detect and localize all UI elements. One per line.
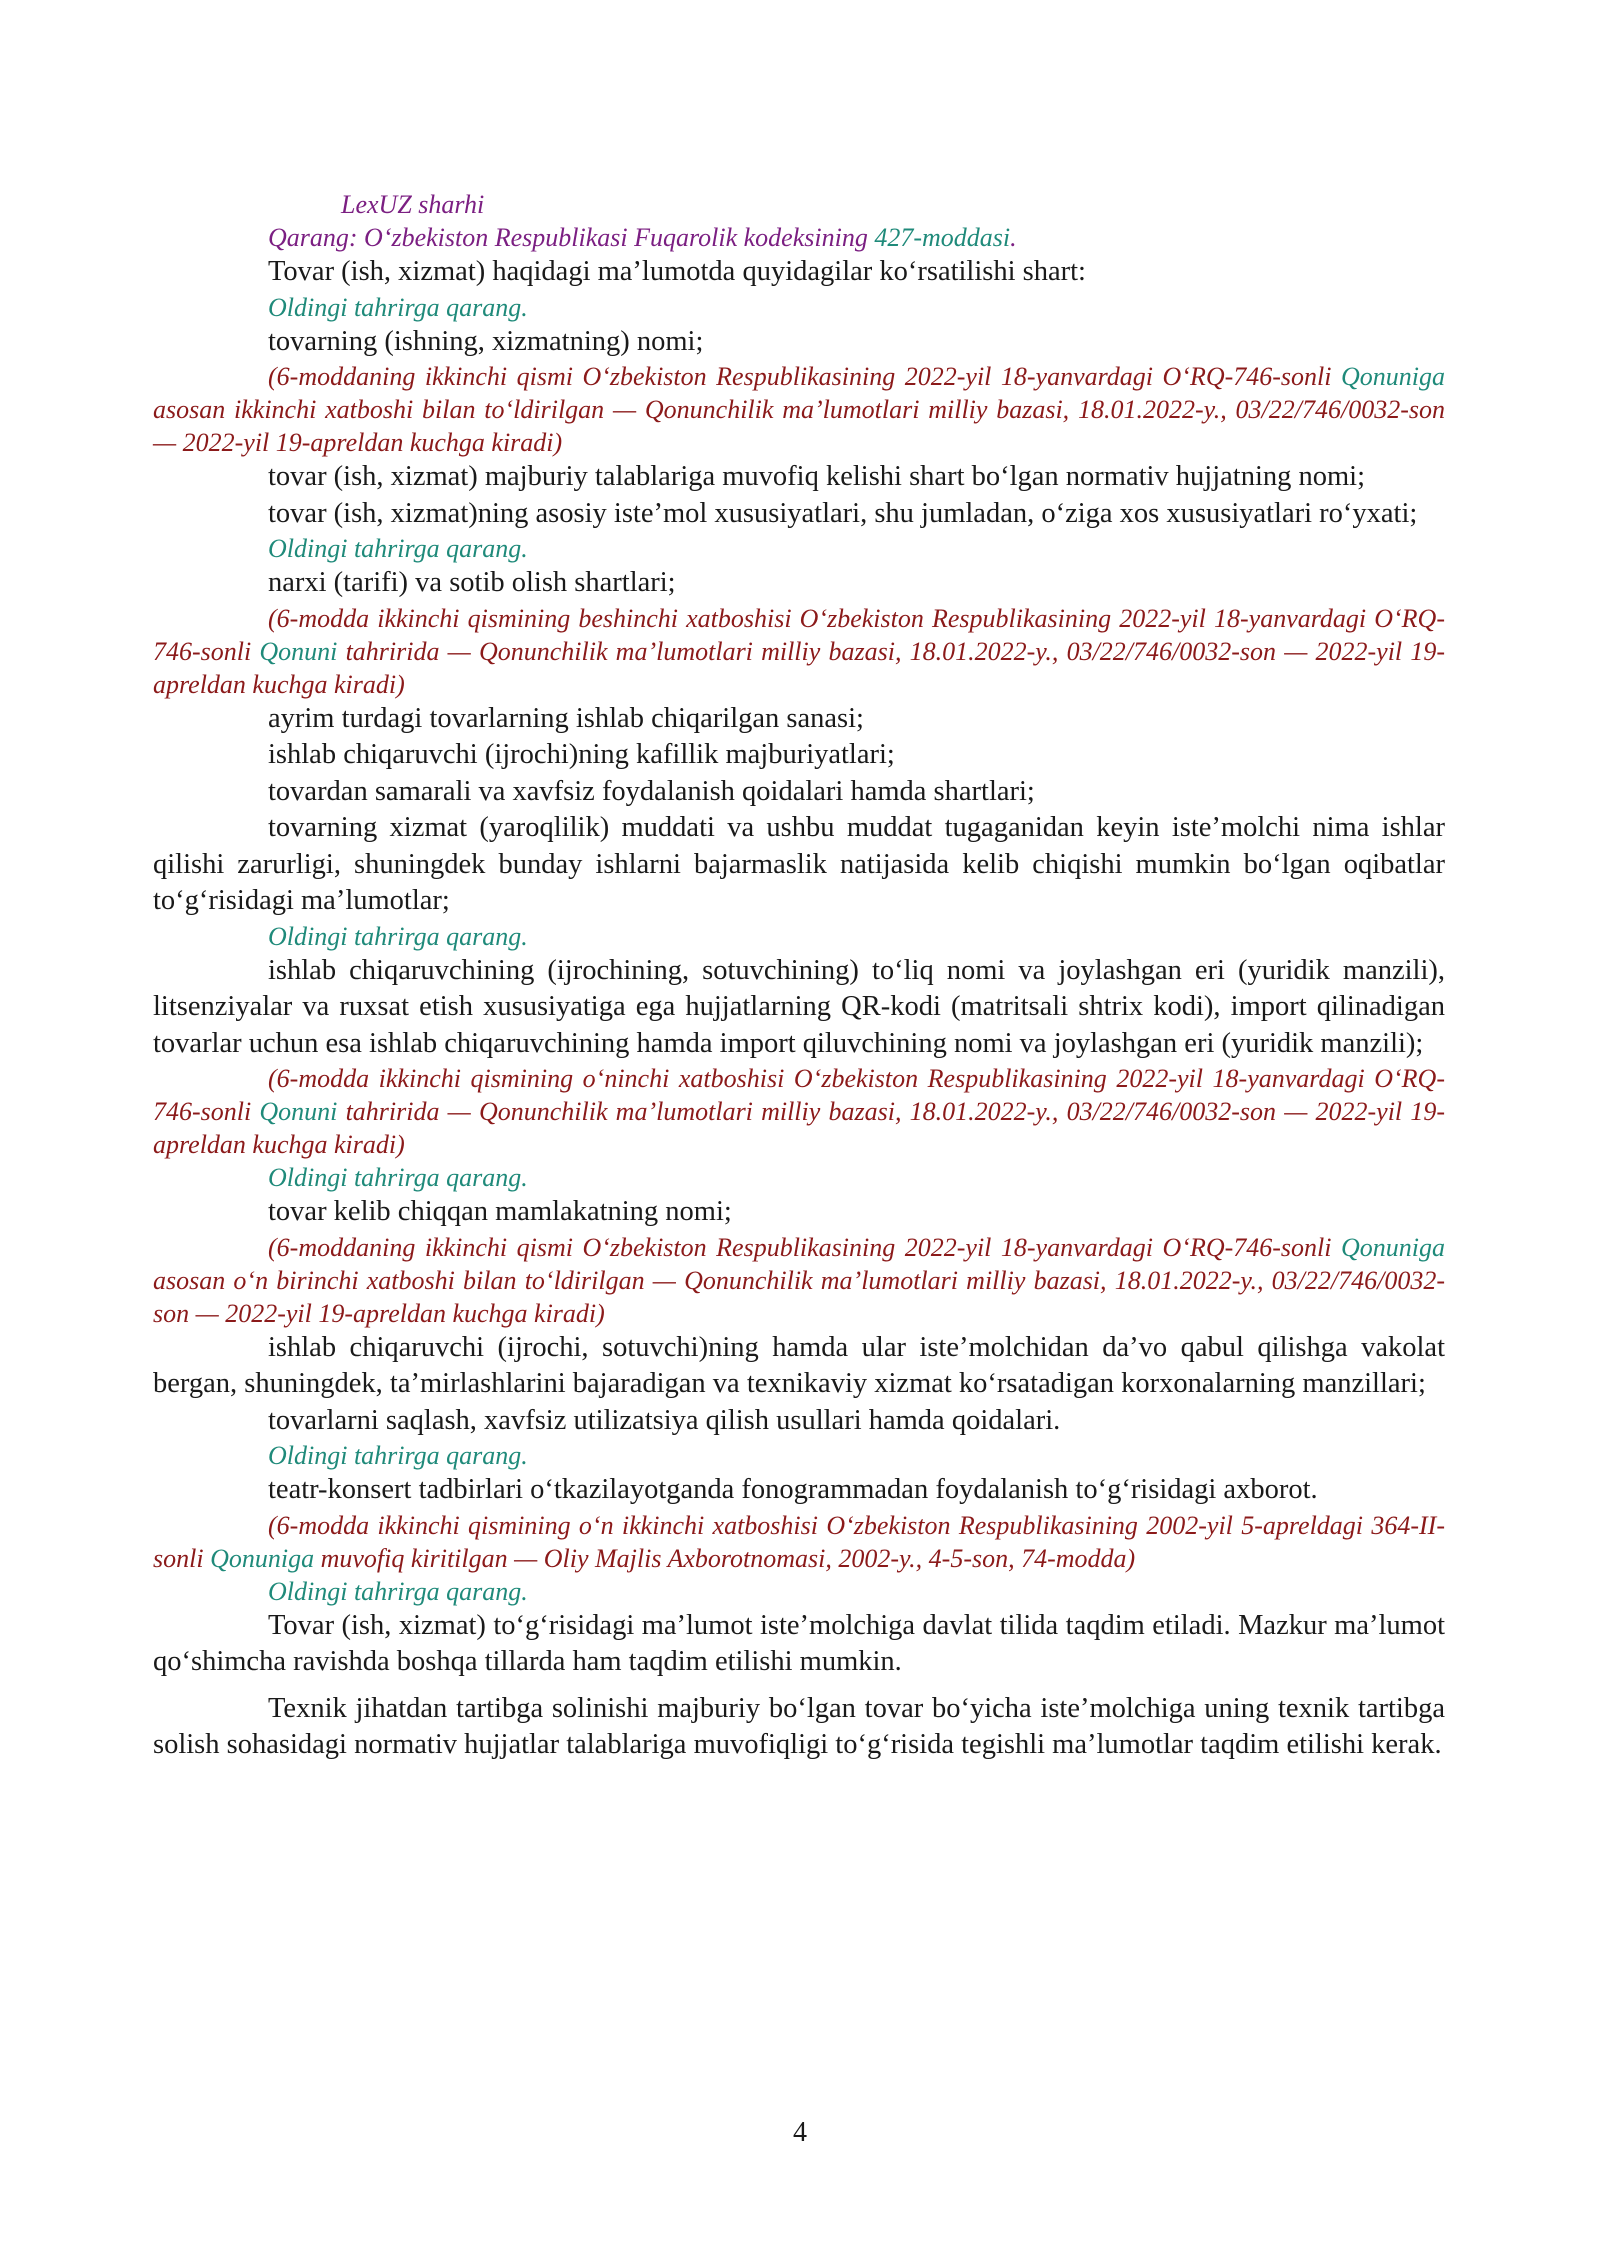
lexuz-comment-heading: LexUZ sharhi — [341, 190, 485, 219]
amendment-text: (6-modda ikkinchi qismining o‘n ikkinchi xatboshisi O‘zbekiston Respublikasining 2002-yil 5-apreldagi 364-II-sonli — [153, 1510, 1445, 1573]
amendment-note — [153, 602, 1445, 701]
paragraph: Texnik jihatdan tartibga solinishi majburiy bo‘lgan tovar bo‘yicha iste’molchiga uning texnik tartibga solish sohasidagi normativ hujjatlar talablariga muvofiqligi to‘g‘risida tegishli ma’lumotlar taqdim etilishi kerak. — [153, 1692, 1445, 1760]
amendment-text: tahririda — Qonunchilik ma’lumotlari milliy bazasi, 18.01.2022-y., 03/22/746/0032-son — 2022-yil 19-apreldan kuchga kiradi) — [153, 1097, 1445, 1159]
see-also-prefix: Qarang: O‘zbekiston Respublikasi Fuqarolik kodeksining — [268, 223, 875, 252]
amendment-text: asosan o‘n birinchi xatboshi bilan to‘ldirilgan — Qonunchilik ma’lumotlari milliy bazasi, 18.01.2022-y., 03/22/746/0032-son — 2022-yil 19-apreldan kuchga kiradi) — [153, 1265, 1445, 1328]
amendment-note — [153, 1062, 1445, 1161]
law-link[interactable]: Qonuniga — [1341, 362, 1445, 391]
previous-edition-link[interactable]: Oldingi tahrirga qarang. — [268, 292, 528, 322]
paragraph: ishlab chiqaruvchi (ijrochi)ning kafillik majburiyatlari; — [268, 739, 895, 770]
paragraph: narxi (tarifi) va sotib olish shartlari; — [268, 567, 676, 598]
paragraph: tovar (ish, xizmat)ning asosiy iste’mol xususiyatlari, shu jumladan, o‘ziga xos xususiyatlari ro‘yxati; — [268, 497, 1418, 529]
paragraph: ishlab chiqaruvchi (ijrochi, sotuvchi)ning hamda ular iste’molchidan da’vo qabul qilishga vakolat bergan, shuningdek, ta’mirlashlarini bajaradigan va texnikaviy xizmat ko‘rsatadigan korxonalarning manzillari; — [153, 1331, 1445, 1399]
previous-edition-link[interactable]: Oldingi tahrirga qarang. — [268, 921, 528, 951]
amendment-text: (6-modda ikkinchi qismining beshinchi xatboshisi O‘zbekiston Respublikasining 2022-yil 18-yanvardagi O‘RQ-746-sonli — [153, 603, 1445, 666]
amendment-text: (6-moddaning ikkinchi qismi O‘zbekiston Respublikasining 2022-yil 18-yanvardagi O‘RQ-746-sonli — [268, 362, 1341, 391]
paragraph: ayrim turdagi tovarlarning ishlab chiqarilgan sanasi; — [268, 702, 864, 734]
see-also-note — [153, 221, 1445, 254]
law-link[interactable]: Qonuniga — [210, 1543, 315, 1573]
page-number: 4 — [793, 2117, 807, 2148]
law-link[interactable]: Qonuni — [259, 1097, 338, 1126]
see-also-suffix: . — [1010, 223, 1017, 252]
amendment-note — [153, 1231, 1445, 1330]
law-link[interactable]: Qonuni — [259, 636, 338, 666]
paragraph: tovarning (ishning, xizmatning) nomi; — [268, 325, 704, 357]
previous-edition-link[interactable]: Oldingi tahrirga qarang. — [268, 1441, 528, 1470]
previous-edition-link[interactable]: Oldingi tahrirga qarang. — [268, 534, 528, 563]
paragraph: tovardan samarali va xavfsiz foydalanish qoidalari hamda shartlari; — [268, 775, 1035, 807]
paragraph: tovarlarni saqlash, xavfsiz utilizatsiya qilish usullari hamda qoidalari. — [268, 1404, 1061, 1436]
paragraph-gap — [153, 1681, 1445, 1691]
paragraph: teatr-konsert tadbirlari o‘tkazilayotganda fonogrammadan foydalanish to‘g‘risidagi axborot. — [268, 1474, 1318, 1505]
law-link[interactable]: Qonuniga — [1341, 1232, 1445, 1262]
amendment-text: (6-moddaning ikkinchi qismi O‘zbekiston Respublikasining 2022-yil 18-yanvardagi O‘RQ-746-sonli — [268, 1232, 1341, 1262]
paragraph: ishlab chiqaruvchining (ijrochining, sotuvchining) to‘liq nomi va joylashgan eri (yuridik manzili), litsenziyalar va ruxsat etish xususiyatiga ega hujjatlarning QR-kodi (matritsali shtrix kodi), import qilinadigan tovarlar uchun esa ishlab chiqaruvchining hamda import qiluvchining nomi va joylashgan eri (yuridik manzili); — [153, 954, 1445, 1059]
article-content — [153, 188, 1445, 1764]
previous-edition-link[interactable]: Oldingi tahrirga qarang. — [268, 1163, 528, 1192]
amendment-text: asosan ikkinchi xatboshi bilan to‘ldirilgan — Qonunchilik ma’lumotlari milliy bazasi, 18.01.2022-y., 03/22/746/0032-son — 2022-yil 19-apreldan kuchga kiradi) — [153, 395, 1445, 457]
paragraph: tovarning xizmat (yaroqlilik) muddati va ushbu muddat tugaganidan keyin iste’molchi nima ishlar qilishi zarurligi, shuningdek bunday ishlarni bajarmaslik natijasida kelib chiqishi mumkin bo‘lgan oqibatlar to‘g‘risidagi ma’lumotlar; — [153, 812, 1445, 916]
paragraph: Tovar (ish, xizmat) haqidagi ma’lumotda quyidagilar ko‘rsatilishi shart: — [268, 256, 1086, 287]
amendment-text: muvofiq kiritilgan — Oliy Majlis Axborotnomasi, 2002-y., 4-5-son, 74-modda) — [314, 1543, 1136, 1573]
previous-edition-link[interactable]: Oldingi tahrirga qarang. — [268, 1576, 528, 1606]
paragraph: tovar (ish, xizmat) majburiy talablariga muvofiq kelishi shart bo‘lgan normativ hujjatning nomi; — [268, 461, 1366, 492]
amendment-note — [153, 360, 1445, 459]
amendment-text: (6-modda ikkinchi qismining o‘ninchi xatboshisi O‘zbekiston Respublikasining 2022-yil 18-yanvardagi O‘RQ-746-sonli — [153, 1064, 1445, 1126]
paragraph: tovar kelib chiqqan mamlakatning nomi; — [268, 1196, 732, 1227]
amendment-text: tahririda — Qonunchilik ma’lumotlari milliy bazasi, 18.01.2022-y., 03/22/746/0032-son — 2022-yil 19-apreldan kuchga kiradi) — [153, 636, 1445, 699]
paragraph: Tovar (ish, xizmat) to‘g‘risidagi ma’lumot iste’molchiga davlat tilida taqdim etiladi. Mazkur ma’lumot qo‘shimcha ravishda boshqa tillarda ham taqdim etilishi mumkin. — [153, 1609, 1445, 1677]
amendment-note — [153, 1509, 1445, 1575]
civil-code-article-link[interactable]: 427-moddasi — [874, 223, 1011, 252]
